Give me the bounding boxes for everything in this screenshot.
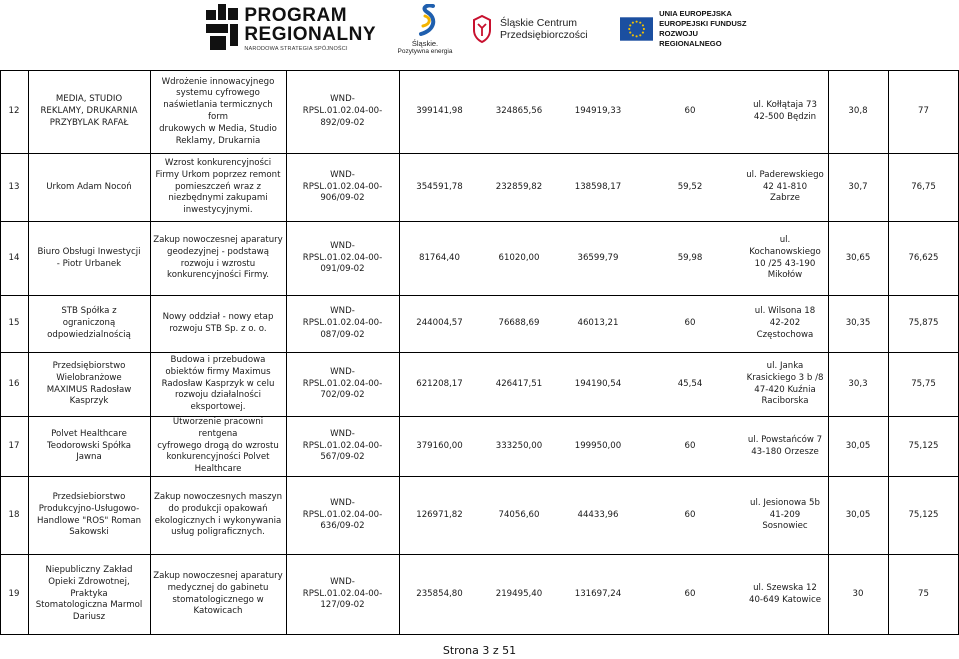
row-number-cell xyxy=(0,555,28,634)
cumulative-score-cell xyxy=(888,555,959,634)
funding-amount: 44433,96 xyxy=(577,509,619,520)
project-title-cell xyxy=(150,222,286,295)
total-cost-cell xyxy=(399,353,480,416)
total-cost: 81764,40 xyxy=(418,252,460,263)
row-number: 16 xyxy=(8,378,20,389)
project-title-cell xyxy=(150,296,286,352)
company-name: Przedsiębiorstwo Wielobranżowe MAXIMUS Radosław Kasprzyk xyxy=(46,360,132,407)
address: ul. Kochanowskiego 10 /25 43-190 Mikołów xyxy=(749,234,821,281)
score: 30 xyxy=(852,588,864,599)
eligible-cost-cell xyxy=(480,353,558,416)
row-number: 14 xyxy=(8,252,20,263)
eligible-cost: 324865,56 xyxy=(495,106,543,117)
funding-percent-cell xyxy=(638,71,742,153)
project-title-cell xyxy=(150,154,286,221)
eligible-cost-cell xyxy=(480,296,558,352)
funding-percent: 60 xyxy=(684,509,696,520)
eligible-cost-cell xyxy=(480,477,558,554)
score: 30,05 xyxy=(845,509,871,520)
funding-percent-cell xyxy=(638,296,742,352)
cumulative-score: 76,75 xyxy=(911,181,936,192)
program-line3: NARODOWA STRATEGIA SPÓJNOŚCI xyxy=(244,46,348,52)
company-name: MEDIA, STUDIO REKLAMY, DRUKARNIA PRZYBYLAK RAFAŁ xyxy=(40,94,138,128)
eligible-cost-cell xyxy=(480,71,558,153)
score: 30,35 xyxy=(845,318,871,329)
application-number: WND- RPSL.01.02.04-00- 091/09-02 xyxy=(302,240,383,275)
funding-amount: 46013,21 xyxy=(577,318,619,329)
eligible-cost-cell xyxy=(480,555,558,634)
address-cell xyxy=(742,353,828,416)
eu-line1: UNIA EUROPEJSKA xyxy=(659,9,732,18)
project-title: Wdrożenie innowacyjnego systemu cyfrowego naświetlania termicznych form drukowych w Media, Studio Reklamy, Drukarnia xyxy=(159,76,277,146)
company-name: Biuro Obsługi Inwestycji - Piotr Urbanek xyxy=(37,246,141,269)
eligible-cost: 426417,51 xyxy=(495,378,543,389)
funding-amount: 36599,79 xyxy=(577,252,619,263)
funding-percent: 45,54 xyxy=(677,378,703,389)
company-name: Niepubliczny Zakład Opieki Zdrowotnej, Praktyka Stomatologiczna Marmol Dariusz xyxy=(35,565,143,623)
application-number: WND- RPSL.01.02.04-00- 127/09-02 xyxy=(302,576,383,611)
funding-percent-cell xyxy=(638,417,742,476)
cumulative-score: 76,625 xyxy=(908,252,939,263)
table-row xyxy=(0,222,959,296)
funding-percent: 59,52 xyxy=(677,181,703,192)
project-title-cell xyxy=(150,417,286,476)
score: 30,3 xyxy=(848,378,868,389)
column-divider xyxy=(286,70,287,634)
cumulative-score: 75,875 xyxy=(908,318,939,329)
funding-amount: 131697,24 xyxy=(574,588,622,599)
program-regionalny-logo xyxy=(206,0,376,58)
eu-line3: ROZWOJU REGIONALNEGO xyxy=(659,29,722,48)
column-divider xyxy=(828,70,829,634)
project-title: Zakup nowoczesnej aparatury medycznej do gabinetu stomatologicznego w Katowicach xyxy=(153,570,283,617)
total-cost: 354591,78 xyxy=(416,181,463,192)
application-number: WND- RPSL.01.02.04-00- 567/09-02 xyxy=(302,428,383,463)
row-number-cell xyxy=(0,477,28,554)
project-title-cell xyxy=(150,71,286,153)
company-name-cell xyxy=(28,154,150,221)
row-number: 13 xyxy=(8,181,20,192)
address: ul. Kołłątaja 73 42-500 Będzin xyxy=(753,100,817,122)
score-cell xyxy=(828,477,888,554)
application-number-cell xyxy=(286,71,399,153)
cumulative-score-cell xyxy=(888,417,959,476)
company-name: Polvet Healthcare Teodorowski Spółka Jawna xyxy=(47,428,131,463)
address: ul. Powstańców 7 43-180 Orzesze xyxy=(747,434,823,457)
table-row xyxy=(0,555,959,635)
eligible-cost: 76688,69 xyxy=(498,318,540,329)
project-title-cell xyxy=(150,477,286,554)
score-cell xyxy=(828,222,888,295)
company-name-cell xyxy=(28,296,150,352)
company-name-cell xyxy=(28,71,150,153)
application-number: WND- RPSL.01.02.04-00- 702/09-02 xyxy=(302,366,383,401)
total-cost-cell xyxy=(399,417,480,476)
column-divider xyxy=(399,70,400,634)
project-title: Nowy oddział - nowy etap rozwoju STB Sp. z o. o. xyxy=(162,312,274,334)
slaskie-centrum-logo xyxy=(470,0,590,58)
company-name-cell xyxy=(28,555,150,634)
score-cell xyxy=(828,154,888,221)
eu-line2: EUROPEJSKI FUNDUSZ xyxy=(659,19,747,28)
cumulative-score: 75,75 xyxy=(911,378,936,389)
cumulative-score: 75 xyxy=(918,588,929,599)
row-number: 18 xyxy=(8,509,20,520)
slaskie-logo xyxy=(395,0,455,58)
cumulative-score-cell xyxy=(888,296,959,352)
funding-percent-cell xyxy=(638,477,742,554)
project-title: Wzrost konkurencyjności Firmy Urkom poprzez remont pomieszczeń wraz z niezbędnymi zakupami inwestycyjnymi. xyxy=(155,158,281,216)
row-number: 19 xyxy=(8,588,20,599)
total-cost: 621208,17 xyxy=(416,378,463,389)
project-title: Zakup nowoczesnej aparatury geodezyjnej - podstawą rozwoju i wzrostu konkurencyjności Firmy. xyxy=(153,234,283,281)
row-number: 12 xyxy=(8,106,20,117)
funding-amount: 138598,17 xyxy=(574,181,622,192)
beneficiaries-table xyxy=(0,70,959,623)
score-cell xyxy=(828,296,888,352)
table-row xyxy=(0,296,959,353)
eligible-cost: 61020,00 xyxy=(498,252,540,263)
program-regionalny-mark-icon xyxy=(206,4,238,54)
table-row xyxy=(0,417,959,477)
column-divider xyxy=(150,70,151,634)
row-number-cell xyxy=(0,222,28,295)
row-number-cell xyxy=(0,417,28,476)
eu-flag-icon xyxy=(620,17,653,41)
cumulative-score-cell xyxy=(888,222,959,295)
score: 30,8 xyxy=(848,106,868,117)
eligible-cost-cell xyxy=(480,154,558,221)
company-name: STB Spółka z ograniczoną odpowiedzialnością xyxy=(47,306,131,340)
centrum-line2: Przedsiębiorczości xyxy=(500,29,588,41)
cumulative-score-cell xyxy=(888,154,959,221)
project-title: Utworzenie pracowni rentgena cyfrowego drogą do wzrostu konkurencyjności Polvet Healthcare xyxy=(157,417,279,475)
total-cost: 235854,80 xyxy=(416,588,463,599)
eligible-cost: 232859,82 xyxy=(495,181,543,192)
column-divider xyxy=(0,70,1,634)
funding-amount-cell xyxy=(558,477,638,554)
application-number-cell xyxy=(286,353,399,416)
company-name-cell xyxy=(28,353,150,416)
logo-header xyxy=(0,0,959,60)
total-cost: 126971,82 xyxy=(416,509,463,520)
program-line1: PROGRAM xyxy=(244,5,348,26)
application-number-cell xyxy=(286,477,399,554)
cumulative-score-cell xyxy=(888,71,959,153)
application-number-cell xyxy=(286,222,399,295)
cumulative-score-cell xyxy=(888,353,959,416)
funding-percent-cell xyxy=(638,154,742,221)
row-number: 17 xyxy=(8,440,20,451)
funding-amount-cell xyxy=(558,353,638,416)
funding-percent-cell xyxy=(638,222,742,295)
score: 30,05 xyxy=(845,440,871,451)
total-cost: 244004,57 xyxy=(416,318,463,329)
cumulative-score: 75,125 xyxy=(908,509,939,520)
total-cost: 379160,00 xyxy=(416,440,463,451)
application-number: WND- RPSL.01.02.04-00- 087/09-02 xyxy=(302,306,383,340)
application-number: WND- RPSL.01.02.04-00- 892/09-02 xyxy=(302,94,383,128)
address-cell xyxy=(742,71,828,153)
row-number: 15 xyxy=(8,318,20,329)
row-number-cell xyxy=(0,154,28,221)
funding-amount-cell xyxy=(558,222,638,295)
score-cell xyxy=(828,353,888,416)
address: ul. Paderewskiego 42 41-810 Zabrze xyxy=(746,169,824,204)
project-title-cell xyxy=(150,555,286,634)
address-cell xyxy=(742,222,828,295)
cumulative-score-cell xyxy=(888,477,959,554)
company-name: Urkom Adam Nocoń xyxy=(46,181,132,192)
score-cell xyxy=(828,555,888,634)
score-cell xyxy=(828,71,888,153)
total-cost: 399141,98 xyxy=(416,106,463,117)
score: 30,7 xyxy=(848,181,868,192)
total-cost-cell xyxy=(399,154,480,221)
application-number-cell xyxy=(286,154,399,221)
cumulative-score: 75,125 xyxy=(908,440,939,451)
funding-percent-cell xyxy=(638,555,742,634)
application-number: WND- RPSL.01.02.04-00- 636/09-02 xyxy=(302,497,383,532)
address-cell xyxy=(742,417,828,476)
address-cell xyxy=(742,154,828,221)
funding-percent: 60 xyxy=(684,588,696,599)
slaskie-swirl-icon xyxy=(417,4,439,38)
table-row xyxy=(0,71,959,154)
address-cell xyxy=(742,555,828,634)
project-title: Zakup nowoczesnych maszyn do produkcji opakowań ekologicznych i wykonywania usług poligraficznych. xyxy=(153,491,283,538)
company-name-cell xyxy=(28,477,150,554)
score-cell xyxy=(828,417,888,476)
row-number-cell xyxy=(0,296,28,352)
cumulative-score: 77 xyxy=(918,106,929,117)
eligible-cost: 219495,40 xyxy=(495,588,543,599)
address: ul. Jesionowa 5b 41-209 Sosnowiec xyxy=(750,497,820,532)
address: ul. Janka Krasickiego 3 b /8 47-420 Kuźnia Raciborska xyxy=(746,360,824,407)
address: ul. Szewska 12 40-649 Katowice xyxy=(749,582,821,605)
address: ul. Wilsona 18 42-202 Częstochowa xyxy=(754,306,816,340)
company-name-cell xyxy=(28,222,150,295)
address-cell xyxy=(742,296,828,352)
page-footer: Strona 3 z 51 xyxy=(442,644,517,657)
table-row xyxy=(0,353,959,417)
table-row xyxy=(0,154,959,222)
funding-percent: 59,98 xyxy=(677,252,703,263)
funding-percent: 60 xyxy=(684,106,696,117)
total-cost-cell xyxy=(399,222,480,295)
total-cost-cell xyxy=(399,296,480,352)
application-number-cell xyxy=(286,417,399,476)
table-row xyxy=(0,477,959,555)
slaskie-line2: Pozytywna energia xyxy=(397,47,453,55)
funding-percent-cell xyxy=(638,353,742,416)
centrum-line1: Śląskie Centrum xyxy=(500,17,578,29)
application-number-cell xyxy=(286,296,399,352)
company-name: Przedsiebiorstwo Produkcyjno-Usługowo- Handlowe "ROS" Roman Sakowski xyxy=(36,491,142,538)
funding-amount-cell xyxy=(558,555,638,634)
funding-amount: 194919,33 xyxy=(574,106,622,117)
funding-percent: 60 xyxy=(684,318,696,329)
funding-amount-cell xyxy=(558,154,638,221)
total-cost-cell xyxy=(399,555,480,634)
column-divider xyxy=(888,70,889,634)
eligible-cost: 74056,60 xyxy=(498,509,540,520)
project-title-cell xyxy=(150,353,286,416)
funding-amount-cell xyxy=(558,71,638,153)
eligible-cost-cell xyxy=(480,417,558,476)
project-title: Budowa i przebudowa obiektów firmy Maximus Radosław Kasprzyk w celu rozwoju działalności eksportowej. xyxy=(161,355,275,413)
application-number: WND- RPSL.01.02.04-00- 906/09-02 xyxy=(302,169,383,204)
program-line2: REGIONALNY xyxy=(244,24,376,45)
eagle-crest-icon xyxy=(470,14,494,44)
address-cell xyxy=(742,477,828,554)
eligible-cost-cell xyxy=(480,222,558,295)
row-number-cell xyxy=(0,353,28,416)
column-divider xyxy=(28,70,29,634)
eu-logo xyxy=(620,0,760,58)
application-number-cell xyxy=(286,555,399,634)
eligible-cost: 333250,00 xyxy=(495,440,543,451)
funding-amount: 194190,54 xyxy=(574,378,622,389)
funding-amount-cell xyxy=(558,417,638,476)
funding-amount: 199950,00 xyxy=(574,440,622,451)
funding-amount-cell xyxy=(558,296,638,352)
slaskie-line1: Śląskie. xyxy=(411,38,439,48)
total-cost-cell xyxy=(399,71,480,153)
company-name-cell xyxy=(28,417,150,476)
funding-percent: 60 xyxy=(684,440,696,451)
score: 30,65 xyxy=(845,252,871,263)
row-number-cell xyxy=(0,71,28,153)
total-cost-cell xyxy=(399,477,480,554)
